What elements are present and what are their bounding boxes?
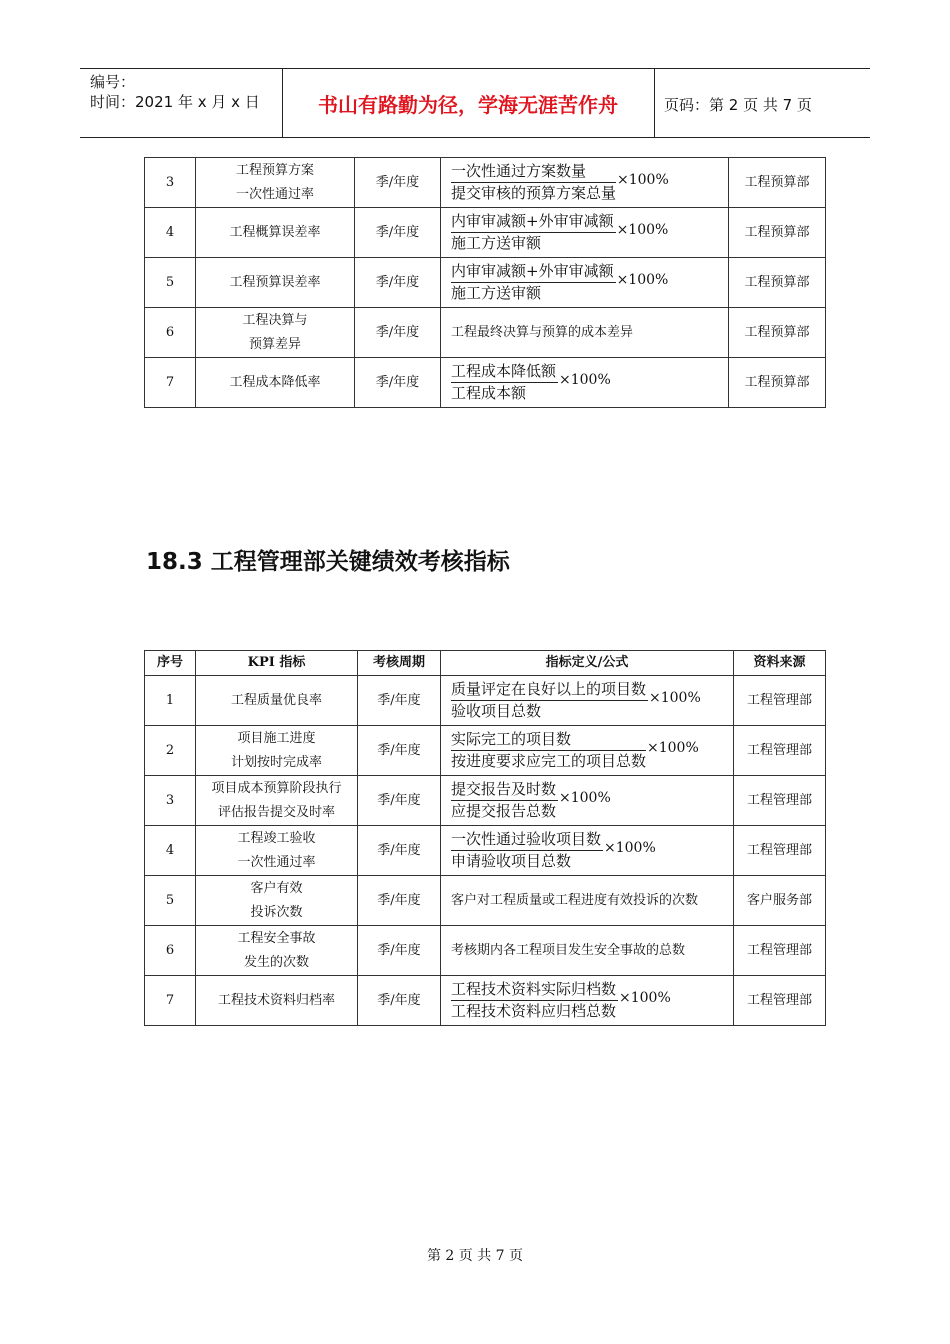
fraction bbox=[451, 779, 558, 822]
table-row bbox=[145, 358, 826, 408]
fraction bbox=[451, 979, 618, 1022]
kpi-line: 工程成本降低率 bbox=[229, 374, 321, 390]
kpi-line: 工程技术资料归档率 bbox=[217, 992, 335, 1008]
source: 工程管理部 bbox=[734, 676, 826, 726]
definition-cell bbox=[441, 926, 734, 976]
kpi-line: 计划按时完成率 bbox=[230, 754, 322, 770]
definition-cell bbox=[441, 876, 734, 926]
kpi-line: 预算差异 bbox=[248, 336, 301, 352]
denominator: 提交审核的预算方案总量 bbox=[451, 184, 617, 202]
row-number: 1 bbox=[145, 676, 196, 726]
definition-cell bbox=[441, 776, 734, 826]
multiplier: ×100% bbox=[617, 171, 669, 188]
formula bbox=[451, 211, 668, 254]
kpi-line: 客户有效 bbox=[250, 880, 303, 896]
row-number: 3 bbox=[145, 158, 196, 208]
kpi-line: 工程预算误差率 bbox=[229, 274, 321, 290]
kpi-line: 工程竣工验收 bbox=[237, 830, 316, 846]
fraction bbox=[451, 679, 648, 722]
row-number: 4 bbox=[145, 208, 196, 258]
multiplier: ×100% bbox=[616, 271, 669, 288]
definition-cell bbox=[441, 676, 734, 726]
fraction bbox=[451, 829, 603, 872]
period: 季/年度 bbox=[358, 926, 441, 976]
definition-cell bbox=[441, 258, 729, 308]
fraction bbox=[451, 261, 616, 304]
source: 工程管理部 bbox=[734, 976, 826, 1026]
header-definition: 指标定义/公式 bbox=[441, 651, 734, 676]
kpi-name bbox=[196, 926, 358, 976]
source: 工程预算部 bbox=[729, 158, 826, 208]
definition-cell bbox=[441, 158, 729, 208]
row-number: 7 bbox=[145, 976, 196, 1026]
kpi-name bbox=[196, 776, 358, 826]
fraction bbox=[451, 729, 646, 772]
source: 工程管理部 bbox=[734, 926, 826, 976]
definition-cell bbox=[441, 208, 729, 258]
multiplier: ×100% bbox=[616, 221, 669, 238]
source: 客户服务部 bbox=[734, 876, 826, 926]
kpi-line: 项目施工进度 bbox=[237, 730, 316, 746]
table-row bbox=[145, 826, 826, 876]
formula bbox=[451, 729, 699, 772]
source: 工程管理部 bbox=[734, 826, 826, 876]
kpi-line: 工程预算方案 bbox=[235, 162, 314, 178]
numerator: 工程技术资料实际归档数 bbox=[451, 979, 618, 1001]
kpi-line: 一次性通过率 bbox=[237, 854, 316, 870]
formula bbox=[451, 679, 701, 722]
time-label: 时间：2021 年 x 月 x 日 bbox=[90, 93, 260, 111]
period: 季/年度 bbox=[358, 826, 441, 876]
table-row bbox=[145, 258, 826, 308]
formula bbox=[451, 261, 668, 304]
row-number: 4 bbox=[145, 826, 196, 876]
header-meta bbox=[80, 69, 283, 137]
source: 工程管理部 bbox=[734, 726, 826, 776]
period: 季/年度 bbox=[358, 976, 441, 1026]
formula bbox=[451, 829, 656, 872]
table-row bbox=[145, 926, 826, 976]
period: 季/年度 bbox=[355, 258, 441, 308]
definition-cell bbox=[441, 308, 729, 358]
numerator: 工程成本降低额 bbox=[451, 361, 558, 383]
page-footer: 第 2 页 共 7 页 bbox=[426, 1248, 524, 1264]
kpi-line: 工程安全事故 bbox=[237, 930, 316, 946]
numerator: 一次性通过验收项目数 bbox=[451, 829, 603, 851]
denominator: 申请验收项目总数 bbox=[451, 852, 572, 870]
table-row bbox=[145, 308, 826, 358]
source: 工程预算部 bbox=[729, 258, 826, 308]
kpi-name bbox=[196, 826, 358, 876]
period: 季/年度 bbox=[355, 208, 441, 258]
kpi-name bbox=[196, 208, 355, 258]
row-number: 5 bbox=[145, 258, 196, 308]
header-kpi: KPI 指标 bbox=[196, 651, 358, 676]
kpi-line: 工程概算误差率 bbox=[229, 224, 321, 240]
source: 工程预算部 bbox=[729, 208, 826, 258]
multiplier: ×100% bbox=[619, 989, 671, 1006]
table-row bbox=[145, 776, 826, 826]
kpi-line: 投诉次数 bbox=[250, 904, 303, 920]
budget-kpi-table bbox=[144, 157, 826, 408]
kpi-line: 评估报告提交及时率 bbox=[217, 804, 335, 820]
definition-cell bbox=[441, 976, 734, 1026]
header-motto: 书山有路勤为径，学海无涯苦作舟 bbox=[282, 69, 655, 137]
multiplier: ×100% bbox=[649, 689, 701, 706]
definition-text: 客户对工程质量或工程进度有效投诉的次数 bbox=[451, 892, 699, 908]
page-header bbox=[80, 68, 870, 138]
kpi-name bbox=[196, 726, 358, 776]
multiplier: ×100% bbox=[647, 739, 699, 756]
row-number: 5 bbox=[145, 876, 196, 926]
fraction bbox=[451, 361, 558, 404]
definition-text: 考核期内各工程项目发生安全事故的总数 bbox=[451, 942, 686, 958]
row-number: 7 bbox=[145, 358, 196, 408]
formula bbox=[451, 361, 611, 404]
definition-cell bbox=[441, 358, 729, 408]
table-row bbox=[145, 158, 826, 208]
formula bbox=[451, 779, 611, 822]
denominator: 验收项目总数 bbox=[451, 702, 542, 720]
definition-text: 工程最终决算与预算的成本差异 bbox=[451, 324, 634, 340]
numerator: 质量评定在良好以上的项目数 bbox=[451, 679, 648, 701]
page-indicator: 页码：第 2 页 共 7 页 bbox=[664, 96, 812, 114]
header-period: 考核周期 bbox=[358, 651, 441, 676]
denominator: 施工方送审额 bbox=[451, 284, 542, 302]
section-title: 18.3 工程管理部关键绩效考核指标 bbox=[146, 549, 510, 575]
table-row bbox=[145, 726, 826, 776]
table-row bbox=[145, 208, 826, 258]
row-number: 3 bbox=[145, 776, 196, 826]
numerator: 一次性通过方案数量 bbox=[451, 161, 616, 183]
row-number: 2 bbox=[145, 726, 196, 776]
multiplier: ×100% bbox=[559, 371, 611, 388]
numerator: 内审审减额+外审审减额 bbox=[451, 261, 616, 283]
multiplier: ×100% bbox=[559, 789, 611, 806]
kpi-line: 一次性通过率 bbox=[235, 186, 314, 202]
table-row bbox=[145, 976, 826, 1026]
definition-cell bbox=[441, 726, 734, 776]
denominator: 施工方送审额 bbox=[451, 234, 542, 252]
table-header-row bbox=[145, 651, 826, 676]
header-source: 资料来源 bbox=[734, 651, 826, 676]
kpi-name bbox=[196, 158, 355, 208]
numerator: 提交报告及时数 bbox=[451, 779, 558, 801]
table-row bbox=[145, 676, 826, 726]
row-number: 6 bbox=[145, 926, 196, 976]
kpi-name bbox=[196, 258, 355, 308]
kpi-line: 工程质量优良率 bbox=[230, 692, 322, 708]
engineering-kpi-table bbox=[144, 650, 826, 1026]
period: 季/年度 bbox=[358, 776, 441, 826]
period: 季/年度 bbox=[358, 676, 441, 726]
period: 季/年度 bbox=[355, 158, 441, 208]
kpi-name bbox=[196, 308, 355, 358]
denominator: 应提交报告总数 bbox=[451, 802, 557, 820]
header-no: 序号 bbox=[145, 651, 196, 676]
definition-cell bbox=[441, 826, 734, 876]
numerator: 实际完工的项目数 bbox=[451, 729, 646, 751]
kpi-line: 发生的次数 bbox=[243, 954, 309, 970]
period: 季/年度 bbox=[358, 876, 441, 926]
denominator: 按进度要求应完工的项目总数 bbox=[451, 752, 647, 770]
denominator: 工程成本额 bbox=[451, 384, 527, 402]
formula bbox=[451, 979, 671, 1022]
number-label: 编号： bbox=[90, 73, 136, 91]
row-number: 6 bbox=[145, 308, 196, 358]
table-row bbox=[145, 876, 826, 926]
kpi-name bbox=[196, 676, 358, 726]
formula bbox=[451, 161, 669, 204]
source: 工程预算部 bbox=[729, 358, 826, 408]
fraction bbox=[451, 161, 616, 204]
numerator: 内审审减额+外审审减额 bbox=[451, 211, 616, 233]
denominator: 工程技术资料应归档总数 bbox=[451, 1002, 617, 1020]
period: 季/年度 bbox=[355, 358, 441, 408]
kpi-line: 工程决算与 bbox=[242, 312, 308, 328]
period: 季/年度 bbox=[358, 726, 441, 776]
period: 季/年度 bbox=[355, 308, 441, 358]
kpi-name bbox=[196, 976, 358, 1026]
source: 工程管理部 bbox=[734, 776, 826, 826]
fraction bbox=[451, 211, 616, 254]
multiplier: ×100% bbox=[604, 839, 656, 856]
kpi-name bbox=[196, 358, 355, 408]
kpi-name bbox=[196, 876, 358, 926]
source: 工程预算部 bbox=[729, 308, 826, 358]
kpi-line: 项目成本预算阶段执行 bbox=[211, 780, 342, 796]
